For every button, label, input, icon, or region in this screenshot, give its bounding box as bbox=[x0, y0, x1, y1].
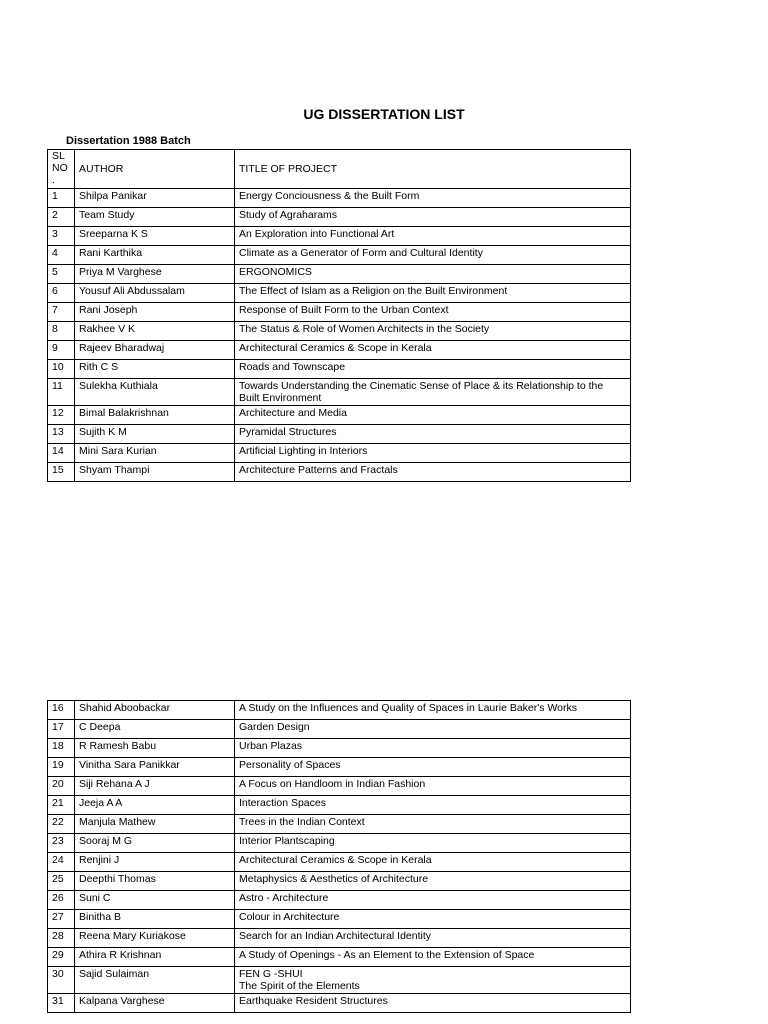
cell-sl-no: 6 bbox=[48, 284, 75, 303]
batch-label: Dissertation 1988 Batch bbox=[66, 135, 191, 147]
table-header-row bbox=[48, 150, 631, 189]
cell-author: Shilpa Panikar bbox=[75, 189, 235, 208]
cell-author: Rith C S bbox=[75, 360, 235, 379]
cell-sl-no: 29 bbox=[48, 948, 75, 967]
cell-title: A Focus on Handloom in Indian Fashion bbox=[235, 777, 631, 796]
cell-title: The Status & Role of Women Architects in the Society bbox=[235, 322, 631, 341]
dissertation-table-part2 bbox=[47, 700, 631, 1013]
cell-author: Rani Joseph bbox=[75, 303, 235, 322]
cell-title: Interaction Spaces bbox=[235, 796, 631, 815]
cell-title: Astro - Architecture bbox=[235, 891, 631, 910]
cell-author: Jeeja A A bbox=[75, 796, 235, 815]
cell-sl-no: 25 bbox=[48, 872, 75, 891]
cell-title: Energy Conciousness & the Built Form bbox=[235, 189, 631, 208]
cell-title: Interior Plantscaping bbox=[235, 834, 631, 853]
table-row bbox=[48, 227, 631, 246]
table-row bbox=[48, 701, 631, 720]
cell-author: C Deepa bbox=[75, 720, 235, 739]
table-row bbox=[48, 891, 631, 910]
cell-title: A Study on the Influences and Quality of Spaces in Laurie Baker's Works bbox=[235, 701, 631, 720]
table-row bbox=[48, 208, 631, 227]
cell-title: An Exploration into Functional Art bbox=[235, 227, 631, 246]
cell-sl-no: 13 bbox=[48, 425, 75, 444]
header-title-of-project: TITLE OF PROJECT bbox=[235, 150, 631, 189]
cell-author: Sreeparna K S bbox=[75, 227, 235, 246]
cell-sl-no: 27 bbox=[48, 910, 75, 929]
cell-sl-no: 2 bbox=[48, 208, 75, 227]
cell-author: Binitha B bbox=[75, 910, 235, 929]
cell-sl-no: 9 bbox=[48, 341, 75, 360]
cell-author: Athira R Krishnan bbox=[75, 948, 235, 967]
table-row bbox=[48, 341, 631, 360]
cell-author: Shyam Thampi bbox=[75, 463, 235, 482]
cell-title: Architecture and Media bbox=[235, 406, 631, 425]
cell-author: Sooraj M G bbox=[75, 834, 235, 853]
cell-sl-no: 22 bbox=[48, 815, 75, 834]
table-row bbox=[48, 758, 631, 777]
cell-title: Study of Agraharams bbox=[235, 208, 631, 227]
cell-title: FEN G -SHUI The Spirit of the Elements bbox=[235, 967, 631, 994]
cell-title: Architecture Patterns and Fractals bbox=[235, 463, 631, 482]
cell-author: Sajid Sulaiman bbox=[75, 967, 235, 994]
cell-sl-no: 10 bbox=[48, 360, 75, 379]
cell-author: Kalpana Varghese bbox=[75, 994, 235, 1013]
cell-title: A Study of Openings - As an Element to the Extension of Space bbox=[235, 948, 631, 967]
cell-title: Artificial Lighting in Interiors bbox=[235, 444, 631, 463]
cell-sl-no: 21 bbox=[48, 796, 75, 815]
cell-sl-no: 5 bbox=[48, 265, 75, 284]
table-row bbox=[48, 303, 631, 322]
table-row bbox=[48, 815, 631, 834]
cell-author: Sujith K M bbox=[75, 425, 235, 444]
cell-sl-no: 18 bbox=[48, 739, 75, 758]
cell-sl-no: 3 bbox=[48, 227, 75, 246]
cell-author: Rajeev Bharadwaj bbox=[75, 341, 235, 360]
cell-author: Reena Mary Kuriakose bbox=[75, 929, 235, 948]
cell-sl-no: 31 bbox=[48, 994, 75, 1013]
cell-sl-no: 20 bbox=[48, 777, 75, 796]
cell-sl-no: 28 bbox=[48, 929, 75, 948]
cell-sl-no: 15 bbox=[48, 463, 75, 482]
table-row bbox=[48, 929, 631, 948]
cell-title: Colour in Architecture bbox=[235, 910, 631, 929]
table-row bbox=[48, 444, 631, 463]
cell-author: Priya M Varghese bbox=[75, 265, 235, 284]
cell-author: Deepthi Thomas bbox=[75, 872, 235, 891]
dissertation-table-part1 bbox=[47, 149, 631, 482]
table-row bbox=[48, 853, 631, 872]
cell-sl-no: 7 bbox=[48, 303, 75, 322]
table-row bbox=[48, 360, 631, 379]
cell-author: R Ramesh Babu bbox=[75, 739, 235, 758]
cell-title: Roads and Townscape bbox=[235, 360, 631, 379]
cell-sl-no: 24 bbox=[48, 853, 75, 872]
cell-title: Climate as a Generator of Form and Cultural Identity bbox=[235, 246, 631, 265]
cell-sl-no: 19 bbox=[48, 758, 75, 777]
cell-title: ERGONOMICS bbox=[235, 265, 631, 284]
table-row bbox=[48, 739, 631, 758]
cell-sl-no: 4 bbox=[48, 246, 75, 265]
page-title: UG DISSERTATION LIST bbox=[303, 106, 465, 122]
table-row bbox=[48, 910, 631, 929]
cell-author: Vinitha Sara Panikkar bbox=[75, 758, 235, 777]
cell-author: Team Study bbox=[75, 208, 235, 227]
cell-sl-no: 14 bbox=[48, 444, 75, 463]
cell-author: Siji Rehana A J bbox=[75, 777, 235, 796]
cell-author: Mini Sara Kurian bbox=[75, 444, 235, 463]
cell-title: The Effect of Islam as a Religion on the Built Environment bbox=[235, 284, 631, 303]
cell-sl-no: 26 bbox=[48, 891, 75, 910]
cell-author: Rani Karthika bbox=[75, 246, 235, 265]
table-row bbox=[48, 406, 631, 425]
table-row bbox=[48, 994, 631, 1013]
cell-title: Pyramidal Structures bbox=[235, 425, 631, 444]
header-author: AUTHOR bbox=[75, 150, 235, 189]
cell-author: Manjula Mathew bbox=[75, 815, 235, 834]
table-row bbox=[48, 265, 631, 284]
cell-sl-no: 8 bbox=[48, 322, 75, 341]
table-row bbox=[48, 872, 631, 891]
cell-title: Towards Understanding the Cinematic Sense of Place & its Relationship to the Built Environment bbox=[235, 379, 631, 406]
table-row bbox=[48, 948, 631, 967]
cell-sl-no: 1 bbox=[48, 189, 75, 208]
table-row bbox=[48, 246, 631, 265]
table-row bbox=[48, 463, 631, 482]
cell-sl-no: 12 bbox=[48, 406, 75, 425]
cell-sl-no: 11 bbox=[48, 379, 75, 406]
cell-title: Search for an Indian Architectural Identity bbox=[235, 929, 631, 948]
table-row bbox=[48, 322, 631, 341]
cell-author: Shahid Aboobackar bbox=[75, 701, 235, 720]
table-row bbox=[48, 967, 631, 994]
cell-author: Sulekha Kuthiala bbox=[75, 379, 235, 406]
cell-title: Personality of Spaces bbox=[235, 758, 631, 777]
table-row bbox=[48, 189, 631, 208]
table-row bbox=[48, 796, 631, 815]
cell-author: Suni C bbox=[75, 891, 235, 910]
cell-title: Architectural Ceramics & Scope in Kerala bbox=[235, 341, 631, 360]
cell-sl-no: 23 bbox=[48, 834, 75, 853]
table-row bbox=[48, 425, 631, 444]
table-row bbox=[48, 379, 631, 406]
cell-sl-no: 17 bbox=[48, 720, 75, 739]
cell-author: Bimal Balakrishnan bbox=[75, 406, 235, 425]
cell-author: Yousuf Ali Abdussalam bbox=[75, 284, 235, 303]
cell-author: Renjini J bbox=[75, 853, 235, 872]
table-row bbox=[48, 720, 631, 739]
cell-title: Earthquake Resident Structures bbox=[235, 994, 631, 1013]
cell-title: Trees in the Indian Context bbox=[235, 815, 631, 834]
table-row bbox=[48, 777, 631, 796]
cell-title: Architectural Ceramics & Scope in Kerala bbox=[235, 853, 631, 872]
cell-title: Metaphysics & Aesthetics of Architecture bbox=[235, 872, 631, 891]
header-sl-no: SL NO . bbox=[48, 150, 75, 189]
table-row bbox=[48, 834, 631, 853]
table-row bbox=[48, 284, 631, 303]
cell-title: Urban Plazas bbox=[235, 739, 631, 758]
cell-sl-no: 16 bbox=[48, 701, 75, 720]
cell-author: Rakhee V K bbox=[75, 322, 235, 341]
cell-title: Response of Built Form to the Urban Context bbox=[235, 303, 631, 322]
cell-sl-no: 30 bbox=[48, 967, 75, 994]
cell-title: Garden Design bbox=[235, 720, 631, 739]
